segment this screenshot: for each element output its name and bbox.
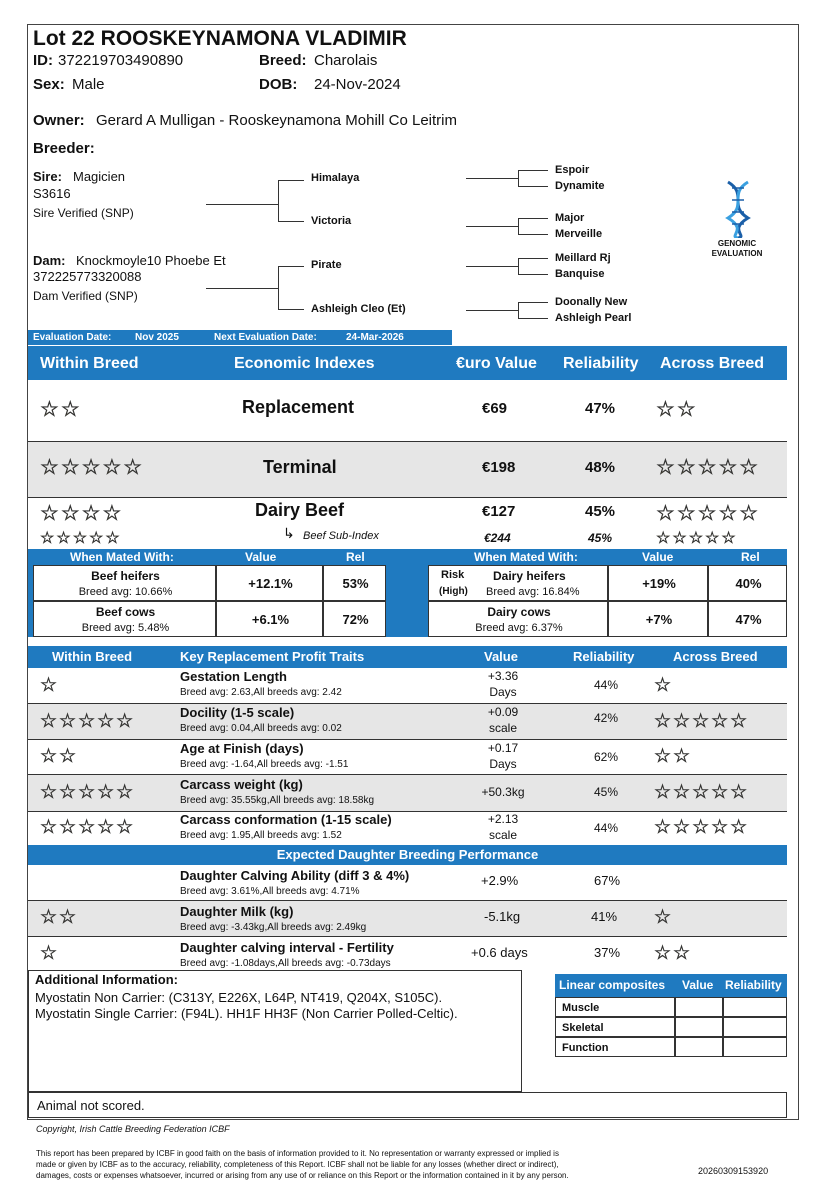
trait-name: Gestation Length xyxy=(180,669,287,684)
sub-across-stars: ☆☆☆☆☆ xyxy=(656,530,738,547)
mated-rel: 53% xyxy=(342,576,369,591)
linear-h-value: Value xyxy=(682,978,714,992)
mated-h-left: When Mated With: xyxy=(70,550,174,564)
trait-row-carcass-weight xyxy=(28,775,787,811)
sire-code: S3616 xyxy=(33,186,71,201)
daughter-name: Daughter Calving Ability (diff 3 & 4%) xyxy=(180,868,410,883)
disclaimer-2: made or given by ICBF as to the accuracy, reliability, completeness of this Report. ICBF shall not be liable for any losses (whether direct or indirect), xyxy=(36,1160,559,1169)
eco-name: Terminal xyxy=(263,457,337,477)
traits-header xyxy=(28,646,787,668)
mated-h-right: When Mated With: xyxy=(474,550,578,564)
owner-label: Owner: xyxy=(33,112,85,129)
daughter-row-milk xyxy=(28,901,787,936)
trait-within-stars: ☆☆☆☆☆ xyxy=(40,817,136,838)
risk-label: Risk xyxy=(441,569,465,581)
dob-value: 24-Nov-2024 xyxy=(314,76,401,93)
daughter-name: Daughter Milk (kg) xyxy=(180,904,294,919)
mated-name: Beef heifers xyxy=(91,569,160,583)
risk-level: (High) xyxy=(439,586,468,597)
trait-unit: scale xyxy=(488,721,517,735)
granddam-dam: Ashleigh Cleo (Et) xyxy=(311,303,406,315)
eco-across-stars: ☆☆ xyxy=(656,398,698,421)
daughter-across-stars: ☆ xyxy=(654,907,674,928)
next-eval-value: 24-Mar-2026 xyxy=(346,332,404,343)
eval-date-value: Nov 2025 xyxy=(135,332,179,343)
grandsire-sire: Himalaya xyxy=(311,172,360,184)
disclaimer-1: This report has been prepared by ICBF in good faith on the basis of information provided to it. No representation or warranty expressed or implied is xyxy=(36,1149,559,1158)
mated-beef-cows xyxy=(33,601,216,637)
eco-across-stars: ☆☆☆☆☆ xyxy=(656,456,761,479)
sire-name: Magicien xyxy=(73,169,126,184)
dam-code: 372225773320088 xyxy=(33,269,142,284)
id-value: 372219703490890 xyxy=(58,52,184,69)
trait-value: +0.17 xyxy=(487,741,519,755)
dob-label: DOB: xyxy=(259,76,298,93)
trait-rel: 42% xyxy=(594,711,619,725)
trait-value: +3.36 xyxy=(487,669,519,683)
eco-h-across: Across Breed xyxy=(660,355,765,372)
eco-row-replacement xyxy=(28,381,787,441)
sub-arrow: ↳ xyxy=(283,525,295,541)
ggp-4: Merveille xyxy=(555,228,603,240)
ggp-3: Major xyxy=(555,212,585,224)
trait-within-stars: ☆☆ xyxy=(40,746,79,767)
daughter-rel: 67% xyxy=(594,873,621,888)
trait-name: Carcass weight (kg) xyxy=(180,777,303,792)
mated-value: +7% xyxy=(645,612,673,627)
ggp-2: Dynamite xyxy=(555,180,605,192)
not-scored-box xyxy=(28,1092,787,1118)
ggp-1: Espoir xyxy=(555,164,590,176)
trait-within-stars: ☆ xyxy=(40,675,60,696)
mated-rel: 47% xyxy=(735,612,762,627)
breed-value: Charolais xyxy=(314,52,378,69)
trait-avg: Breed avg: 1.95,All breeds avg: 1.52 xyxy=(180,830,342,841)
dam-name: Knockmoyle10 Phoebe Et xyxy=(76,253,226,268)
mated-value: +12.1% xyxy=(248,576,293,591)
eco-within-stars: ☆☆☆☆☆ xyxy=(40,456,145,479)
eco-h-within: Within Breed xyxy=(40,355,139,372)
daughter-across-stars: ☆☆ xyxy=(654,943,693,964)
trait-rel: 44% xyxy=(594,678,619,692)
mated-dairy-heifers xyxy=(428,565,608,601)
genomic-line1: GENOMIC xyxy=(717,239,757,248)
daughter-rel: 41% xyxy=(591,909,618,924)
eco-h-index: Economic Indexes xyxy=(234,355,375,372)
trait-within-stars: ☆☆☆☆☆ xyxy=(40,782,136,803)
trait-across-stars: ☆☆ xyxy=(654,746,693,767)
traits-h-name: Key Replacement Profit Traits xyxy=(180,649,365,664)
daughter-within-stars: ☆☆ xyxy=(40,907,79,928)
id-label: ID: xyxy=(33,52,53,69)
sub-value: €244 xyxy=(484,531,511,545)
traits-h-within: Within Breed xyxy=(52,649,133,664)
sex-label: Sex: xyxy=(33,76,65,93)
breeder-label: Breeder: xyxy=(33,140,95,157)
mated-name: Beef cows xyxy=(95,605,156,619)
additional-line2: Myostatin Single Carrier: (F94L). HH1F HH3F (Non Carrier Polled-Celtic). xyxy=(35,1006,458,1021)
trait-value: +0.09 xyxy=(487,705,519,719)
additional-info-box xyxy=(28,970,522,1092)
trait-across-stars: ☆☆☆☆☆ xyxy=(654,711,750,732)
sire-label: Sire: xyxy=(33,169,62,184)
dam-verified: Dam Verified (SNP) xyxy=(33,289,138,303)
mated-h-left-rel: Rel xyxy=(346,550,365,564)
trait-name: Carcass conformation (1-15 scale) xyxy=(180,812,392,827)
trait-within-stars: ☆☆☆☆☆ xyxy=(40,711,136,732)
dna-helix-icon xyxy=(718,180,758,243)
eco-h-rel: Reliability xyxy=(563,355,639,372)
mated-name: Dairy heifers xyxy=(493,569,566,583)
trait-avg: Breed avg: 0.04,All breeds avg: 0.02 xyxy=(180,723,342,734)
mated-h-right-value: Value xyxy=(642,550,674,564)
ggp-8: Ashleigh Pearl xyxy=(555,312,632,324)
trait-across-stars: ☆☆☆☆☆ xyxy=(654,817,750,838)
dam-label: Dam: xyxy=(33,253,66,268)
trait-row-conformation xyxy=(28,812,787,845)
trait-row-age-finish xyxy=(28,740,787,774)
trait-name: Docility (1-5 scale) xyxy=(180,705,295,720)
mated-value: +6.1% xyxy=(251,612,290,627)
eval-date-label: Evaluation Date: xyxy=(33,332,112,343)
eco-name: Replacement xyxy=(242,397,355,417)
mated-name: Dairy cows xyxy=(487,605,551,619)
ggp-7: Doonally New xyxy=(555,296,628,308)
linear-header xyxy=(555,974,787,997)
mated-dairy-cows xyxy=(428,601,608,637)
trait-row-gestation xyxy=(28,668,787,703)
linear-skeletal: Skeletal xyxy=(562,1022,604,1034)
mated-rel: 40% xyxy=(735,576,762,591)
sub-name: Beef Sub-Index xyxy=(303,530,379,542)
lot-title: Lot 22 ROOSKEYNAMONA VLADIMIR xyxy=(33,27,407,50)
trait-name: Age at Finish (days) xyxy=(180,741,304,756)
eco-across-stars: ☆☆☆☆☆ xyxy=(656,502,761,525)
mated-avg: Breed avg: 5.48% xyxy=(81,622,170,634)
sub-within-stars: ☆☆☆☆☆ xyxy=(40,530,122,547)
sub-rel: 45% xyxy=(588,531,613,545)
mated-h-left-value: Value xyxy=(245,550,277,564)
linear-muscle: Muscle xyxy=(562,1002,600,1014)
next-eval-label: Next Evaluation Date: xyxy=(214,332,317,343)
eco-value: €127 xyxy=(482,503,516,520)
owner-value: Gerard A Mulligan - Rooskeynamona Mohill Co Leitrim xyxy=(96,112,457,129)
mated-value: +19% xyxy=(642,576,676,591)
daughter-within-stars: ☆ xyxy=(40,943,60,964)
additional-line1: Myostatin Non Carrier: (C313Y, E226X, L64P, NT419, Q204X, S105C). xyxy=(35,990,443,1005)
mated-h-right-rel: Rel xyxy=(741,550,760,564)
daughter-rel: 37% xyxy=(594,945,621,960)
ggp-6: Banquise xyxy=(555,268,605,280)
additional-title: Additional Information: xyxy=(35,972,178,987)
traits-h-across: Across Breed xyxy=(673,649,758,664)
eco-within-stars: ☆☆ xyxy=(40,398,82,421)
trait-value: +2.13 xyxy=(487,812,519,826)
eco-rel: 45% xyxy=(585,503,616,520)
trait-across-stars: ☆ xyxy=(654,675,674,696)
daughter-avg: Breed avg: -1.08days,All breeds avg: -0.73days xyxy=(180,958,391,969)
traits-h-rel: Reliability xyxy=(573,649,635,664)
mated-avg: Breed avg: 6.37% xyxy=(475,622,563,634)
ggp-5: Meillard Rj xyxy=(555,252,611,264)
eco-value: €69 xyxy=(482,400,508,417)
copyright: Copyright, Irish Cattle Breeding Federation ICBF xyxy=(36,1124,230,1134)
eco-rel: 48% xyxy=(585,459,616,476)
trait-rel: 62% xyxy=(594,750,619,764)
daughter-name: Daughter calving interval - Fertility xyxy=(180,940,394,955)
trait-value: +50.3kg xyxy=(481,785,525,799)
eco-h-value: €uro Value xyxy=(456,355,537,372)
trait-avg: Breed avg: 35.55kg,All breeds avg: 18.58kg xyxy=(180,795,375,806)
eco-row-terminal xyxy=(28,442,787,497)
trait-rel: 44% xyxy=(594,821,619,835)
linear-function: Function xyxy=(562,1042,609,1054)
linear-h-name: Linear composites xyxy=(559,978,666,992)
trait-unit: scale xyxy=(488,828,517,842)
breed-label: Breed: xyxy=(259,52,307,69)
disclaimer-3: damages, costs or expenses whatsoever, incurred or arising from any use of or reliance on this Report or the information contained in it by any person. xyxy=(36,1171,569,1180)
mated-avg: Breed avg: 16.84% xyxy=(486,586,580,598)
trait-rel: 45% xyxy=(594,785,619,799)
trait-row-docility xyxy=(28,704,787,739)
granddam-sire: Victoria xyxy=(311,215,352,227)
grandsire-dam: Pirate xyxy=(311,259,342,271)
sex-value: Male xyxy=(72,76,105,93)
daughter-header: Expected Daughter Breeding Performance xyxy=(28,845,787,865)
traits-h-value: Value xyxy=(484,649,518,664)
trait-unit: Days xyxy=(489,685,517,699)
daughter-value: +2.9% xyxy=(481,873,519,888)
sire-verified: Sire Verified (SNP) xyxy=(33,206,134,220)
genomic-line2: EVALUATION xyxy=(711,249,763,258)
trait-avg: Breed avg: 2.63,All breeds avg: 2.42 xyxy=(180,687,342,698)
mated-beef-heifers xyxy=(33,565,216,601)
eco-name: Dairy Beef xyxy=(255,500,345,520)
eco-rel: 47% xyxy=(585,400,616,417)
daughter-avg: Breed avg: 3.61%,All breeds avg: 4.71% xyxy=(180,886,360,897)
trait-unit: Days xyxy=(489,757,517,771)
daughter-row-calving xyxy=(28,865,787,900)
not-scored-text: Animal not scored. xyxy=(37,1098,145,1113)
eco-value: €198 xyxy=(482,459,516,476)
daughter-row-interval xyxy=(28,937,787,970)
economic-header xyxy=(28,346,787,380)
evaluation-bar xyxy=(28,330,452,345)
daughter-avg: Breed avg: -3.43kg,All breeds avg: 2.49kg xyxy=(180,922,367,933)
trait-across-stars: ☆☆☆☆☆ xyxy=(654,782,750,803)
mated-rel: 72% xyxy=(342,612,369,627)
report-code: 20260309153920 xyxy=(698,1166,769,1176)
daughter-value: +0.6 days xyxy=(471,945,528,960)
eco-within-stars: ☆☆☆☆ xyxy=(40,502,124,525)
mated-avg: Breed avg: 10.66% xyxy=(78,586,173,598)
linear-h-rel: Reliability xyxy=(725,978,782,992)
daughter-value: -5.1kg xyxy=(484,909,521,924)
trait-avg: Breed avg: -1.64,All breeds avg: -1.51 xyxy=(180,759,349,770)
eco-row-dairy-beef xyxy=(28,498,787,548)
